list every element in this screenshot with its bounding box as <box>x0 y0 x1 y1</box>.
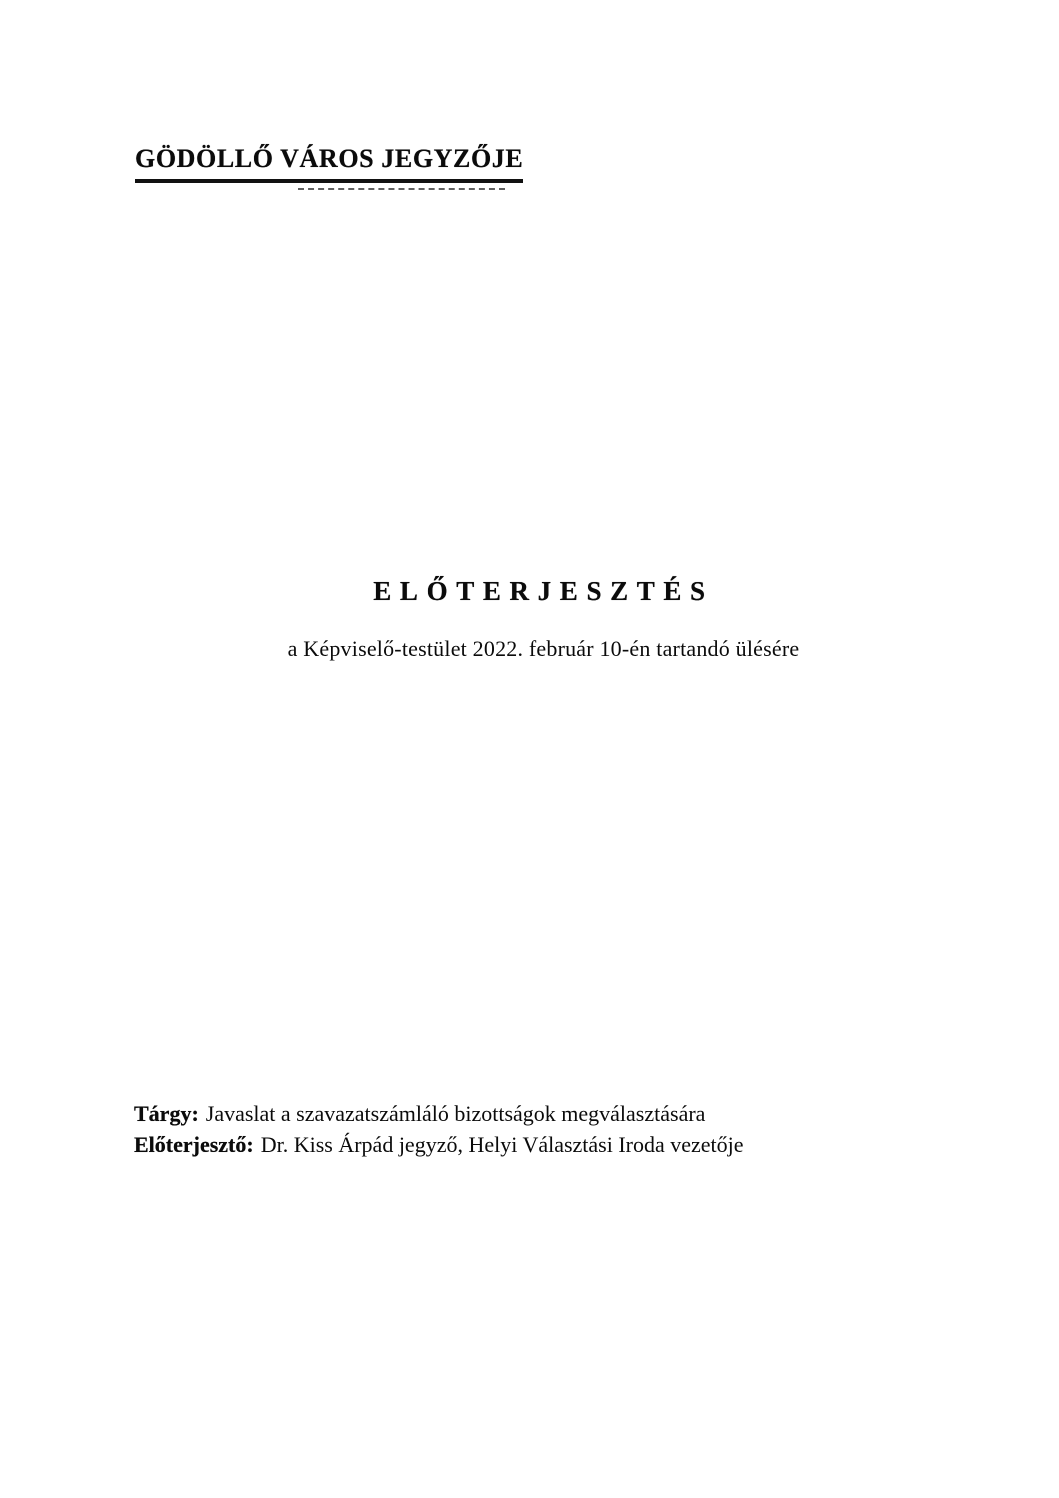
presenter-line <box>134 1129 744 1160</box>
issuer-header: GÖDÖLLŐ VÁROS JEGYZŐJE <box>135 144 523 183</box>
document-meta <box>134 1098 744 1160</box>
presenter-text: Dr. Kiss Árpád jegyző, Helyi Választási Iroda vezetője <box>260 1132 744 1157</box>
subject-text: Javaslat a szavazatszámláló bizottságok megválasztására <box>205 1101 706 1126</box>
subject-line <box>134 1098 744 1129</box>
presenter-label: Előterjesztő: <box>134 1132 254 1157</box>
document-title: ELŐTERJESZTÉS <box>373 576 714 606</box>
subject-label: Tárgy: <box>134 1101 199 1126</box>
scan-artifact-underline <box>298 188 505 190</box>
document-subtitle: a Képviselő-testület 2022. február 10-én tartandó ülésére <box>287 636 800 661</box>
